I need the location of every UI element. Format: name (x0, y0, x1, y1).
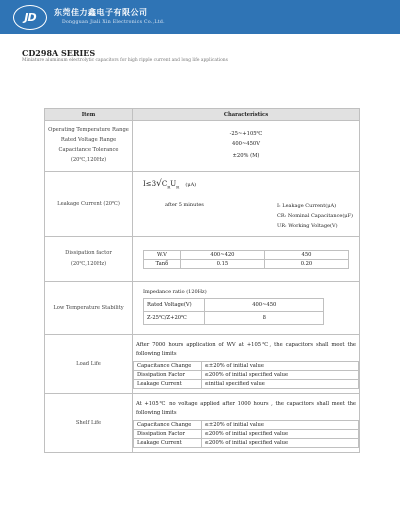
shelf-cap-label: Capacitance Change (134, 421, 202, 430)
label-shelf-life: Shelf Life (45, 394, 133, 453)
value-cap-tolerance: ±20% (M) (232, 152, 260, 159)
formula-c-sub: R (167, 184, 171, 190)
df-head-v1: 400~420 (180, 250, 264, 259)
shelf-life-text: At +105℃ no voltage applied after 1000 hours , the capacitors shall meet the following limits (136, 400, 356, 416)
series-subtitle: Miniature aluminum electrolytic capacitors for high ripple current and long life applications (22, 58, 228, 63)
label-cap-tolerance: Capacitance Tolerance (58, 147, 119, 153)
formula-u-sub: R (176, 184, 180, 190)
shelf-df-label: Dissipation Factor (134, 430, 202, 439)
df-subtable (143, 250, 349, 269)
formula-i: I≤3 (143, 180, 157, 188)
load-df-value: ≤200% of initial specified value (201, 371, 359, 380)
df-tan-v2: 0.20 (264, 259, 348, 268)
header-characteristics: Characteristics (133, 109, 360, 121)
shelf-lc-label: Leakage Current (134, 439, 202, 448)
table-header-row (45, 109, 360, 121)
lts-subtable (143, 298, 324, 325)
formula-u: U (170, 180, 177, 188)
shelf-df-value: ≤200% of initial specified value (201, 430, 359, 439)
shelf-lc-value: ≤200% of initial specified value (201, 439, 359, 448)
table-row-low-temp (45, 282, 360, 335)
label-leakage: Leakage Current (20℃) (45, 172, 133, 237)
label-load-life: Load Life (45, 335, 133, 394)
header-item: Item (45, 109, 133, 121)
load-cap-value: ≤±20% of initial value (201, 362, 359, 371)
shelf-cap-value: ≤±20% of initial value (201, 421, 359, 430)
label-operating-temp: Operating Temperature Range (48, 127, 129, 134)
leakage-note-cr: CR: Nominal Capacitance(μF) (277, 212, 353, 219)
lts-title: Impedance ratio (120Hz) (143, 289, 207, 295)
shelf-life-subtable (133, 420, 359, 448)
spec-table (44, 108, 360, 453)
company-name-en: Dongguan Jiali Xin Electronics Co.,Ltd. (62, 20, 165, 25)
load-lc-label: Leakage Current (134, 380, 202, 389)
label-rated-voltage: Rated Voltage Range (60, 137, 117, 144)
table-row-leakage (45, 172, 360, 237)
df-tan-label: Tanδ (144, 259, 181, 268)
df-head-wv: W.V (144, 250, 181, 259)
leakage-note-ur: UR: Working Voltage(V) (277, 222, 338, 229)
load-life-text: After 7000 hours application of WV at +105℃, the capacitors shall meet the following limits (136, 341, 356, 357)
table-row-load-life (45, 335, 360, 394)
header-bar (0, 0, 400, 34)
leakage-after: after 5 minutes (165, 202, 204, 208)
label-df: Dissipation factor (65, 250, 112, 257)
formula-unit: (μA) (185, 182, 197, 188)
lts-head-range: 400~450 (205, 299, 324, 312)
load-df-label: Dissipation Factor (134, 371, 202, 380)
load-life-subtable (133, 361, 359, 389)
lts-ratio-label: Z-25℃/Z+20℃ (144, 312, 205, 325)
load-cap-label: Capacitance Change (134, 362, 202, 371)
series-title: CD298A SERIES (22, 48, 96, 58)
lts-ratio-value: 8 (205, 312, 324, 325)
logo-text: JD (24, 11, 36, 24)
company-name-cn: 东莞佳力鑫电子有限公司 (54, 7, 148, 17)
df-tan-v1: 0.15 (180, 259, 264, 268)
label-cap-tolerance-cond: (20℃,120Hz) (70, 156, 107, 163)
value-rated-voltage: 400~450V (232, 141, 260, 148)
table-row-shelf-life (45, 394, 360, 453)
leakage-formula: $I\le 3√C_RU_R$ (μA) (143, 179, 197, 190)
label-df-cond: (20℃,120Hz) (70, 261, 107, 267)
load-lc-value: ≤initial specified value (201, 380, 359, 389)
formula-c: C (161, 180, 168, 188)
lts-head-rv: Rated Voltage(V) (144, 299, 205, 312)
leakage-note-i: I: Leakage Current(μA) (277, 203, 337, 209)
table-row-ratings (45, 121, 360, 172)
table-row-dissipation (45, 237, 360, 282)
label-low-temp: Low Temperature Stability (45, 282, 133, 335)
df-head-v2: 450 (264, 250, 348, 259)
value-operating-temp: -25~+105℃ (229, 131, 263, 138)
company-logo (13, 5, 47, 30)
